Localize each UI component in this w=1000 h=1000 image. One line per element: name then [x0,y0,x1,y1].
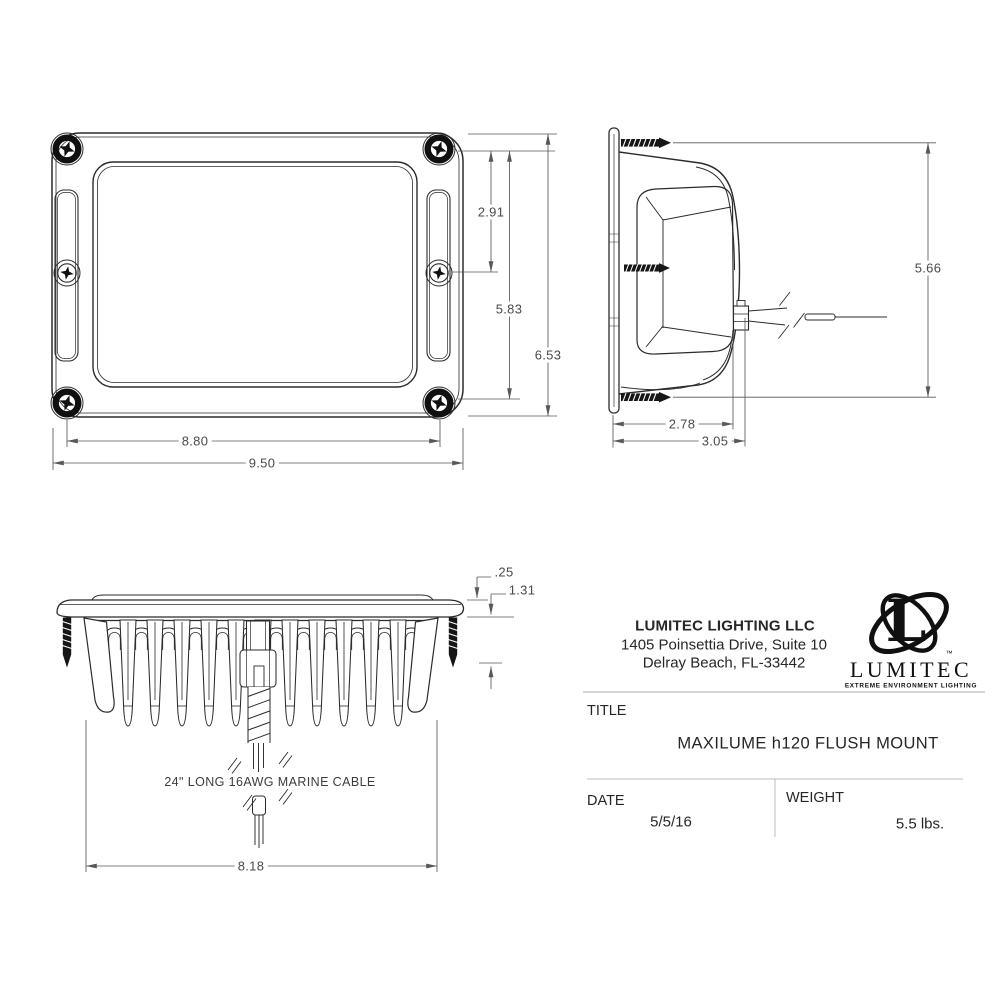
title-label: TITLE [587,703,627,719]
logo-trademark: ™ [945,650,953,658]
dim-front-screw-mid: 2.91 [475,205,508,220]
bottom-view-drawing [57,595,464,848]
break-symbols [779,292,805,339]
dim-side-height: 5.66 [912,261,945,276]
wires [254,743,264,772]
front-view-dimension-lines [53,134,557,470]
logo-tagline: EXTREME ENVIRONMENT LIGHTING [844,682,978,690]
company-address-line1: 1405 Poinsettia Drive, Suite 10 [621,636,827,654]
cable-note: 24" LONG 16AWG MARINE CABLE [164,775,376,789]
dim-bottom-bezel: .25 [494,564,514,580]
dim-bottom-width: 8.18 [235,859,268,874]
break-symbols [228,752,292,774]
cable [805,314,835,320]
left-wall [84,618,114,712]
right-wall [408,618,438,712]
wire-gland [734,306,749,330]
logo-wordmark: LUMITEC [849,657,973,682]
dim-front-width: 9.50 [246,456,279,471]
dim-side-depth-body: 2.78 [666,417,699,432]
dim-side-depth-total: 3.05 [699,434,732,449]
dim-front-height: 6.53 [532,348,565,363]
logo-letter: L [885,587,927,655]
weight-value: 5.5 lbs. [895,815,945,833]
dim-front-screw-width: 8.80 [179,434,212,449]
date-label: DATE [587,793,625,809]
lens-outline [93,162,417,387]
company-name: LUMITEC LIGHTING LLC [635,617,815,635]
company-address-line2: Delray Beach, FL-33442 [642,654,806,672]
bezel-lip [92,595,433,600]
wires [749,308,788,325]
drawing-title: MAXILUME h120 FLUSH MOUNT [677,734,939,753]
side-view-drawing [609,128,887,413]
dim-front-screw-span: 5.83 [493,302,526,317]
front-view-drawing [51,133,463,419]
date-value: 5/5/16 [650,813,692,831]
flange-edge [57,600,464,617]
dim-bottom-depth: 1.31 [508,582,536,598]
weight-label: WEIGHT [786,790,844,806]
